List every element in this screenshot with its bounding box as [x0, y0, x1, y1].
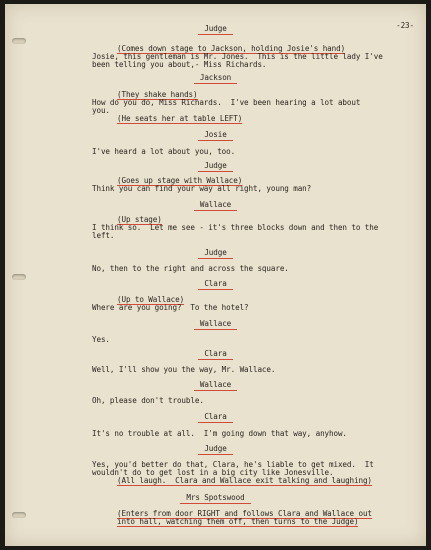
dialogue-line: Yes, you'd better do that, Clara, he's liable to get mixed. It: [92, 460, 374, 469]
stage-direction: (Enters from door RIGHT and follows Clara and Wallace out: [117, 509, 372, 518]
speaker-name: Wallace: [5, 201, 426, 211]
dialogue-line: Yes.: [92, 335, 110, 344]
speaker-name: Judge: [5, 445, 426, 455]
speaker-name: Judge: [5, 162, 426, 172]
punch-hole: [12, 38, 26, 44]
dialogue-line: I've heard a lot about you, too.: [92, 147, 236, 156]
dialogue-line: you.: [92, 106, 110, 115]
speaker-name: Josie: [5, 131, 426, 141]
dialogue-line: How do you do, Miss Richards. I've been hearing a lot about: [92, 98, 361, 107]
speaker-name: Clara: [5, 280, 426, 290]
speaker-name: Clara: [5, 413, 426, 423]
speaker-name: Judge: [5, 249, 426, 259]
page-number: -23-: [396, 21, 414, 30]
dialogue-line: Think you can find your way all right, young man?: [92, 184, 312, 193]
dialogue-line: wouldn't do to get lost in a big city like Jonesville.: [92, 468, 334, 477]
stage-direction: (He seats her at table LEFT): [117, 114, 243, 123]
stage-direction: into hall, watching them off, then turns to the Judge): [117, 517, 359, 526]
dialogue-line: Where are you going? To the hotel?: [92, 303, 249, 312]
stage-direction: (They shake hands): [117, 90, 198, 99]
speaker-name: Wallace: [5, 381, 426, 391]
speaker-name: Judge: [5, 25, 426, 35]
dialogue-line: been telling you about,- Miss Richards.: [92, 60, 267, 69]
stage-direction: (All laugh. Clara and Wallace exit talking and laughing): [117, 476, 372, 485]
speaker-name: Jackson: [5, 74, 426, 84]
dialogue-line: I think so. Let me see - it's three blocks down and then to the: [92, 223, 379, 232]
dialogue-line: Josie, this gentleman is Mr. Jones. This is the little lady I've: [92, 52, 383, 61]
speaker-name: Mrs Spotswood: [5, 494, 426, 504]
dialogue-line: It's no trouble at all. I'm going down that way, anyhow.: [92, 429, 347, 438]
dialogue-line: left.: [92, 231, 115, 240]
stage-direction: (Up stage): [117, 215, 162, 224]
dialogue-line: Well, I'll show you the way, Mr. Wallace.: [92, 365, 276, 374]
speaker-name: Clara: [5, 350, 426, 360]
dialogue-line: No, then to the right and across the square.: [92, 264, 289, 273]
speaker-name: Wallace: [5, 320, 426, 330]
stage-direction: (Comes down stage to Jackson, holding Josie's hand): [117, 44, 346, 53]
punch-hole: [12, 512, 26, 518]
script-page: [5, 4, 426, 546]
stage-direction: (Up to Wallace): [117, 295, 185, 304]
dialogue-line: Oh, please don't trouble.: [92, 396, 204, 405]
stage-direction: (Goes up stage with Wallace): [117, 176, 243, 185]
